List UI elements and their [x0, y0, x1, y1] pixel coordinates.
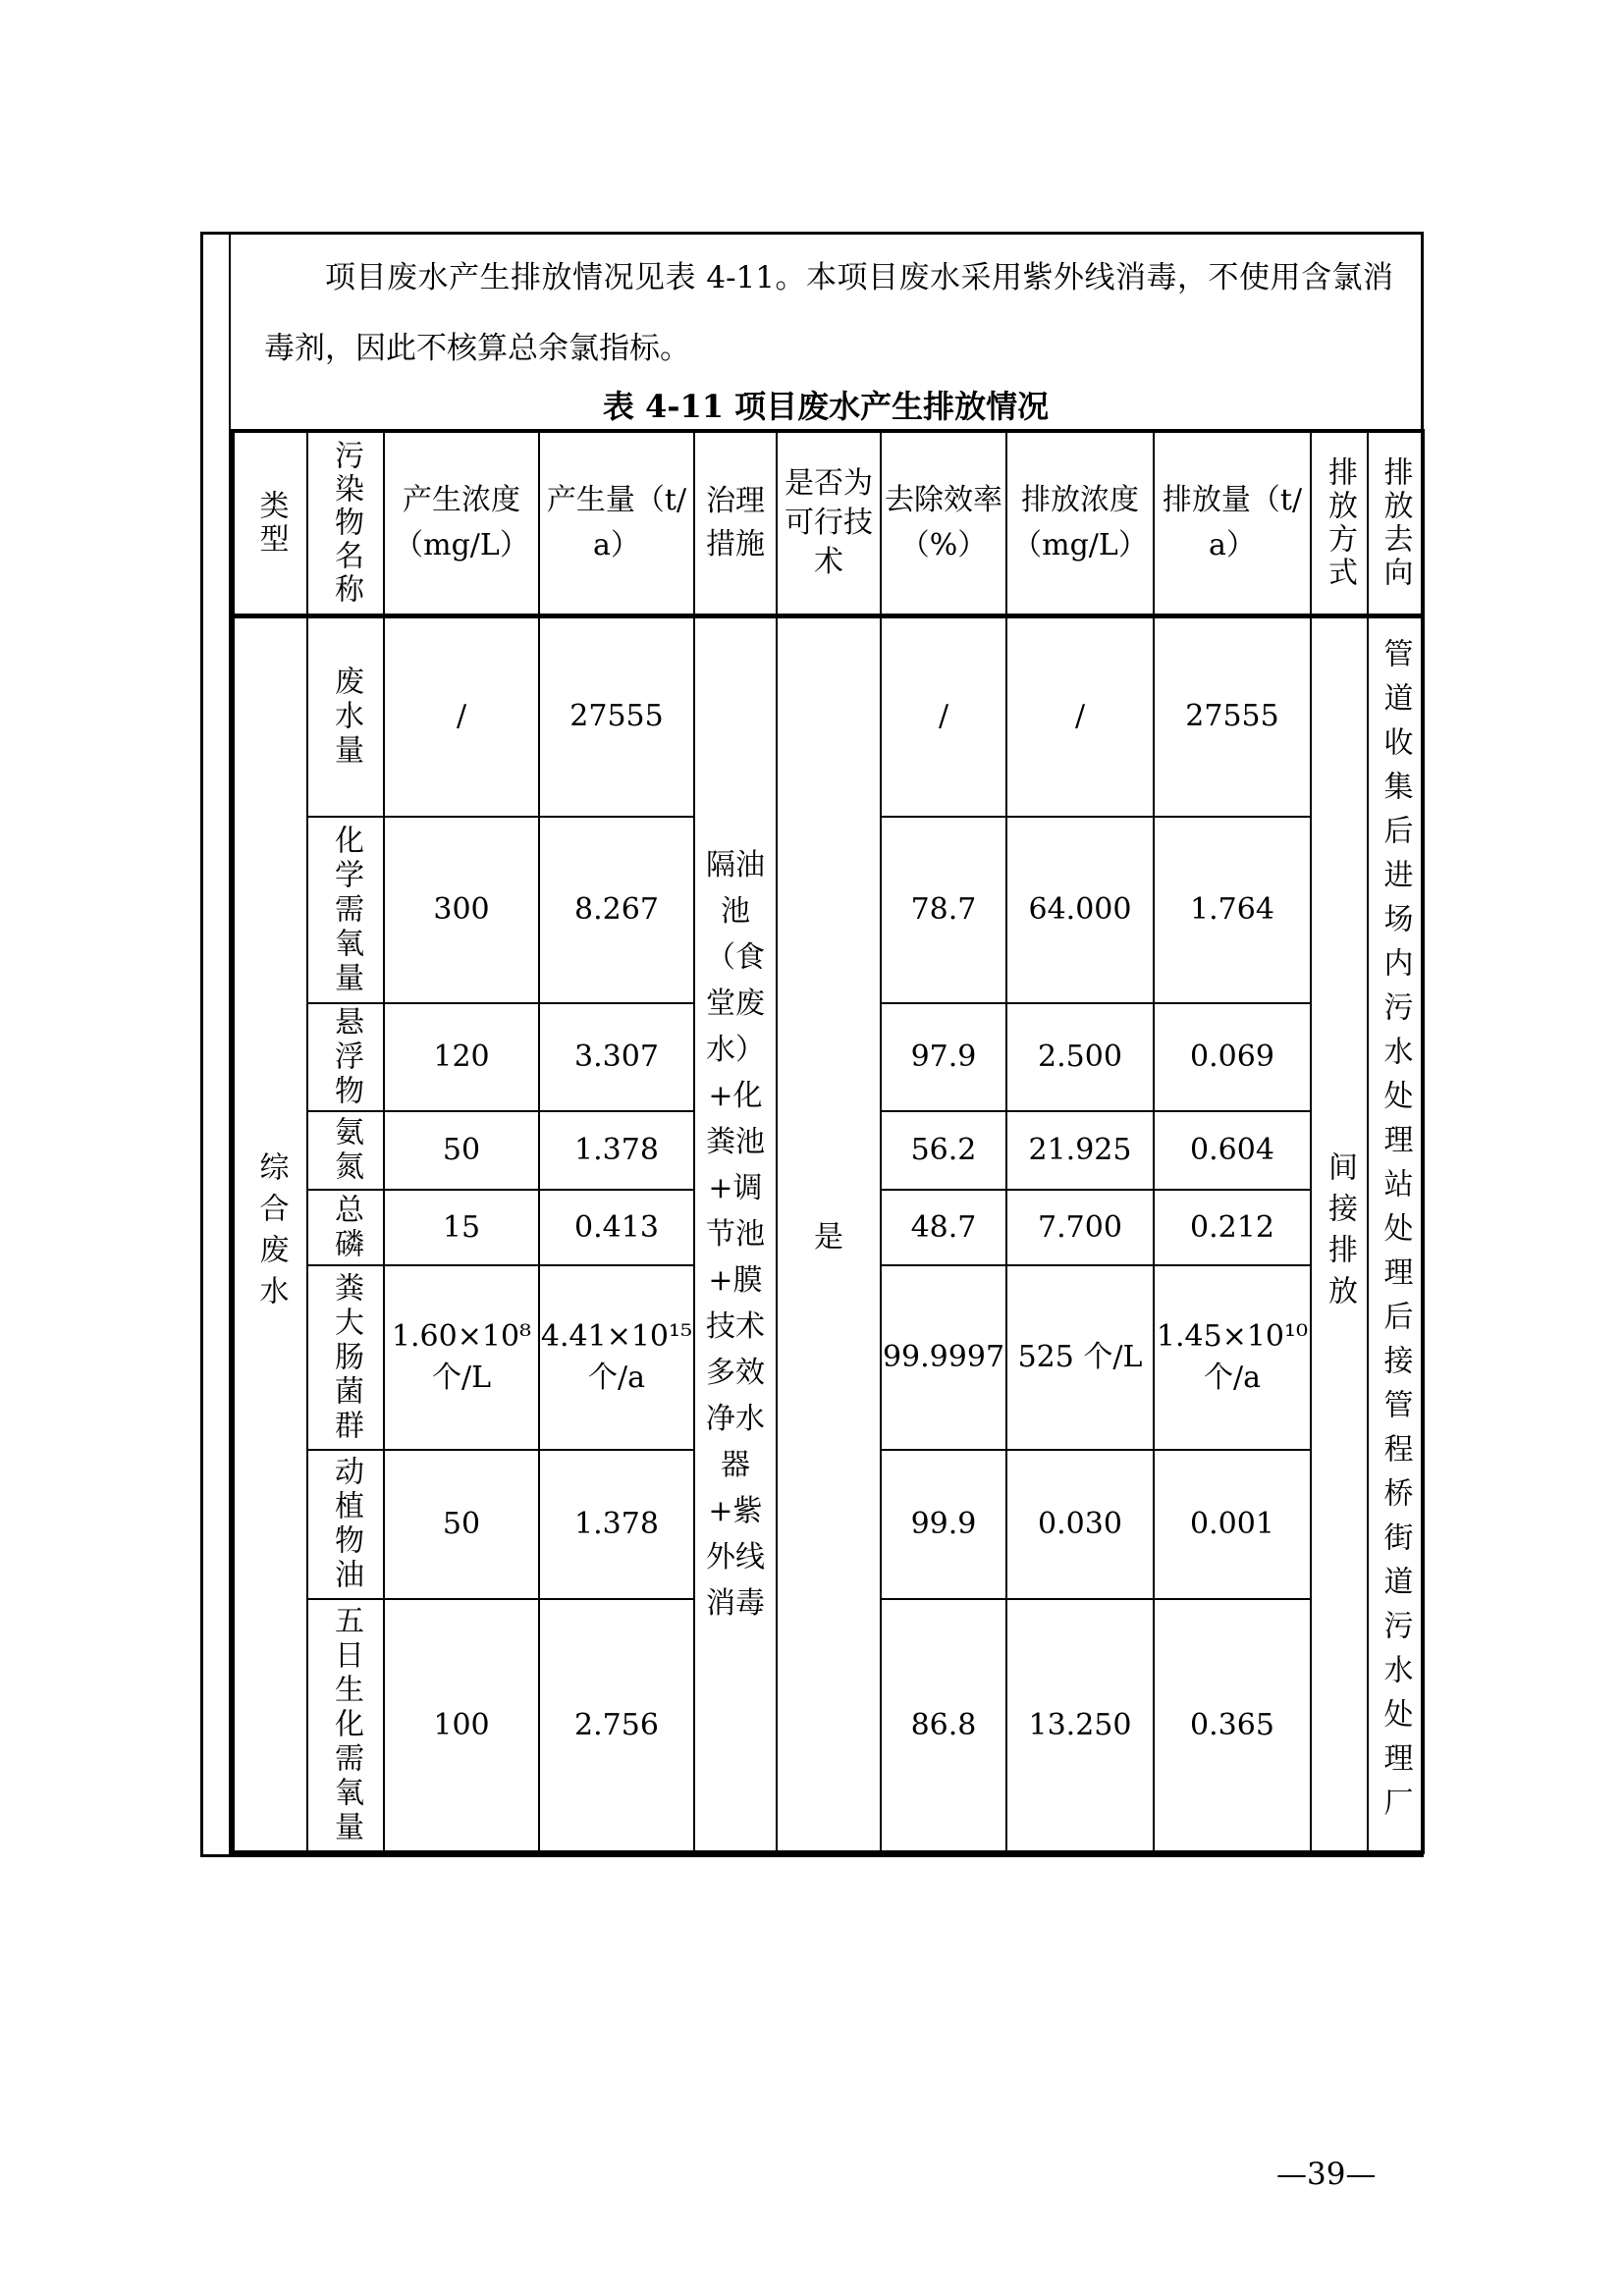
intro-paragraph: 项目废水产生排放情况见表 4-11。本项目废水采用紫外线消毒，不使用含氯消毒剂，因此不核算总余氯指标。: [264, 260, 1393, 366]
table-title: 表 4-11 项目废水产生排放情况: [602, 388, 1050, 425]
header-production-amount: 产生量（t/a）: [539, 431, 694, 615]
cell-discharge-concentration: 7.700: [1006, 1190, 1154, 1265]
cell-discharge-concentration: 13.250: [1006, 1599, 1154, 1852]
cell-discharge-mode: 间接排放: [1311, 615, 1368, 1852]
cell-discharge-amount: 27555: [1154, 615, 1311, 817]
header-discharge-concentration: 排放浓度（mg/L）: [1006, 431, 1154, 615]
cell-production-concentration: 50: [384, 1111, 539, 1190]
header-row: [233, 431, 1423, 615]
cell-pollutant-name: 总磷: [307, 1190, 384, 1265]
cell-discharge-destination: 管道收集后进场内污水处理站处理后接管程桥街道污水处理厂: [1368, 615, 1423, 1852]
cell-feasible-technology: 是: [777, 615, 881, 1852]
cell-discharge-concentration: 0.030: [1006, 1450, 1154, 1599]
cell-removal-efficiency: 99.9997: [881, 1265, 1006, 1450]
page-content: [231, 242, 1421, 1854]
cell-pollutant-name: 悬浮物: [307, 1003, 384, 1111]
cell-discharge-amount: 0.212: [1154, 1190, 1311, 1265]
cell-pollutant-name: 氨氮: [307, 1111, 384, 1190]
cell-discharge-concentration: 21.925: [1006, 1111, 1154, 1190]
cell-discharge-concentration: 64.000: [1006, 817, 1154, 1003]
cell-discharge-amount: 0.365: [1154, 1599, 1311, 1852]
cell-pollutant-name: 废水量: [307, 615, 384, 817]
header-discharge-amount: 排放量（t/a）: [1154, 431, 1311, 615]
cell-removal-efficiency: /: [881, 615, 1006, 817]
header-pollutant-name: 污染物名称: [307, 431, 384, 615]
cell-production-amount: 8.267: [539, 817, 694, 1003]
cell-removal-efficiency: 56.2: [881, 1111, 1006, 1190]
header-removal-efficiency: 去除效率（%）: [881, 431, 1006, 615]
page-frame: [200, 232, 1424, 1857]
cell-production-amount: 27555: [539, 615, 694, 817]
frame-gutter-divider: [229, 235, 231, 1854]
cell-production-concentration: 300: [384, 817, 539, 1003]
cell-production-concentration: 120: [384, 1003, 539, 1111]
header-type: 类型: [233, 431, 307, 615]
cell-production-concentration: 50: [384, 1450, 539, 1599]
cell-removal-efficiency: 78.7: [881, 817, 1006, 1003]
cell-production-concentration: /: [384, 615, 539, 817]
cell-removal-efficiency: 99.9: [881, 1450, 1006, 1599]
cell-production-amount: 1.378: [539, 1111, 694, 1190]
page-number: —39—: [1276, 2157, 1377, 2192]
cell-discharge-amount: 0.001: [1154, 1450, 1311, 1599]
cell-discharge-concentration: 2.500: [1006, 1003, 1154, 1111]
header-production-concentration: 产生浓度（mg/L）: [384, 431, 539, 615]
header-discharge-destination: 排放去向: [1368, 431, 1423, 615]
cell-production-amount: 3.307: [539, 1003, 694, 1111]
cell-production-concentration: 100: [384, 1599, 539, 1852]
cell-discharge-amount: 0.604: [1154, 1111, 1311, 1190]
cell-removal-efficiency: 86.8: [881, 1599, 1006, 1852]
cell-discharge-amount: 0.069: [1154, 1003, 1311, 1111]
cell-production-amount: 2.756: [539, 1599, 694, 1852]
table-row: [233, 615, 1423, 817]
cell-production-concentration: 15: [384, 1190, 539, 1265]
cell-treatment-measures: 隔油池（食堂废水）+化粪池+调节池+膜技术多效净水器+紫外线消毒: [694, 615, 777, 1852]
cell-pollutant-name: 动植物油: [307, 1450, 384, 1599]
cell-removal-efficiency: 48.7: [881, 1190, 1006, 1265]
cell-pollutant-name: 粪大肠菌群: [307, 1265, 384, 1450]
header-treatment-measures: 治理措施: [694, 431, 777, 615]
cell-pollutant-name: 化学需氧量: [307, 817, 384, 1003]
cell-discharge-concentration: /: [1006, 615, 1154, 817]
header-discharge-mode: 排放方式: [1311, 431, 1368, 615]
cell-discharge-concentration: 525 个/L: [1006, 1265, 1154, 1450]
cell-pollutant-name: 五日生化需氧量: [307, 1599, 384, 1852]
cell-removal-efficiency: 97.9: [881, 1003, 1006, 1111]
wastewater-discharge-table: [231, 429, 1425, 1854]
cell-production-amount: 4.41×10¹⁵ 个/a: [539, 1265, 694, 1450]
cell-discharge-amount: 1.45×10¹⁰ 个/a: [1154, 1265, 1311, 1450]
cell-production-concentration: 1.60×10⁸ 个/L: [384, 1265, 539, 1450]
header-feasible-technology: 是否为可行技术: [777, 431, 881, 615]
cell-discharge-amount: 1.764: [1154, 817, 1311, 1003]
cell-waste-type: 综合废水: [233, 615, 307, 1852]
cell-production-amount: 1.378: [539, 1450, 694, 1599]
cell-production-amount: 0.413: [539, 1190, 694, 1265]
